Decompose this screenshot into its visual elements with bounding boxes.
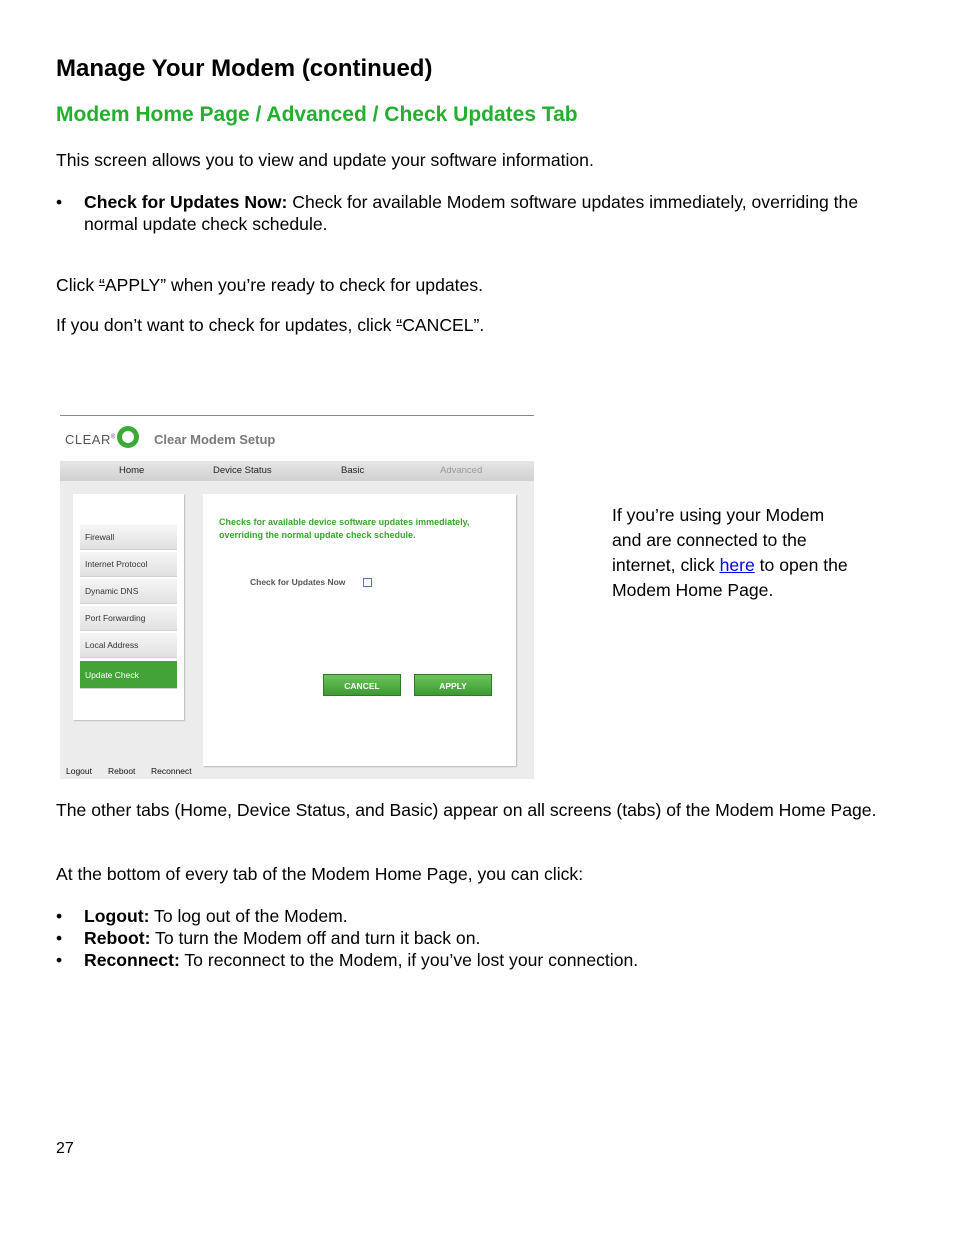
list-item <box>56 927 896 949</box>
reboot-link[interactable]: Reboot <box>108 766 136 776</box>
cancel-button[interactable]: CANCEL <box>323 674 401 696</box>
intro-paragraph: This screen allows you to view and update your software information. <box>56 150 594 170</box>
tab-basic[interactable]: Basic <box>341 465 365 476</box>
sidebar-item-firewall[interactable]: Firewall <box>80 525 177 550</box>
here-link[interactable]: here <box>719 555 755 575</box>
list-item <box>56 191 896 235</box>
bullet-label: Check for Updates Now: <box>84 192 288 212</box>
bullet-text: To turn the Modem off and turn it back on. <box>150 928 481 948</box>
update-description: Checks for available device software updates immediately, overriding the normal update check schedule. <box>219 517 470 540</box>
cancel-instruction <box>56 314 484 336</box>
tab-bar <box>60 461 534 481</box>
bullet-label: Logout: <box>84 906 150 926</box>
check-updates-label: Check for Updates Now <box>250 577 346 587</box>
sidebar-item-update-check[interactable]: Update Check <box>80 661 177 689</box>
brand-name: CLEAR <box>65 432 111 447</box>
quote-mark: “ <box>396 315 403 335</box>
sidebar-item-port-forwarding[interactable]: Port Forwarding <box>80 606 177 631</box>
setup-title: Clear Modem Setup <box>154 432 276 447</box>
bottom-list <box>56 905 896 971</box>
list-item <box>56 949 896 971</box>
side-note-after: to open the Modem Home Page. <box>612 555 848 600</box>
tab-advanced[interactable]: Advanced <box>440 465 483 476</box>
cancel-prefix: If you don’t want to check for updates, click <box>56 315 397 335</box>
page-title: Manage Your Modem (continued) <box>56 55 433 82</box>
bullet-text: To reconnect to the Modem, if you’ve lost your connection. <box>179 950 639 970</box>
tab-device-status[interactable]: Device Status <box>213 465 272 476</box>
logout-link[interactable]: Logout <box>66 766 92 776</box>
screenshot-header <box>60 416 534 461</box>
bullet-text: To log out of the Modem. <box>149 906 348 926</box>
sidebar-item-internet-protocol[interactable]: Internet Protocol <box>80 552 177 577</box>
clear-logo-icon <box>117 426 139 448</box>
sidebar-item-local-address[interactable]: Local Address <box>80 633 177 658</box>
section-subtitle: Modem Home Page / Advanced / Check Updates Tab <box>56 103 578 126</box>
clear-brand <box>65 432 116 447</box>
bullet-label: Reboot: <box>84 928 151 948</box>
sidebar <box>73 494 184 720</box>
tabs-paragraph: The other tabs (Home, Device Status, and Basic) appear on all screens (tabs) of the Modem Home Page. <box>56 800 877 820</box>
apply-prefix: Click <box>56 275 100 295</box>
list-item <box>56 905 896 927</box>
sidebar-item-dynamic-dns[interactable]: Dynamic DNS <box>80 579 177 604</box>
feature-list <box>56 191 896 235</box>
update-panel <box>203 494 516 766</box>
brand-registered: ® <box>110 434 116 441</box>
apply-button[interactable]: APPLY <box>414 674 492 696</box>
check-updates-checkbox[interactable] <box>363 578 372 587</box>
side-note-before: If you’re using your Modem and are connected to the internet, click <box>612 505 825 575</box>
tab-home[interactable]: Home <box>119 465 145 476</box>
apply-instruction <box>56 274 483 296</box>
page-number: 27 <box>56 1140 74 1157</box>
reconnect-link[interactable]: Reconnect <box>151 766 192 776</box>
bullet-text: Check for available Modem software updates immediately, overriding the normal update check schedule. <box>84 192 859 234</box>
quote-mark: “ <box>99 275 105 295</box>
apply-rest: APPLY” when you’re ready to check for updates. <box>104 275 484 295</box>
modem-screenshot <box>60 415 534 779</box>
side-note <box>612 503 852 603</box>
bottom-paragraph: At the bottom of every tab of the Modem Home Page, you can click: <box>56 864 584 884</box>
cancel-rest: CANCEL”. <box>402 315 485 335</box>
bullet-label: Reconnect: <box>84 950 180 970</box>
